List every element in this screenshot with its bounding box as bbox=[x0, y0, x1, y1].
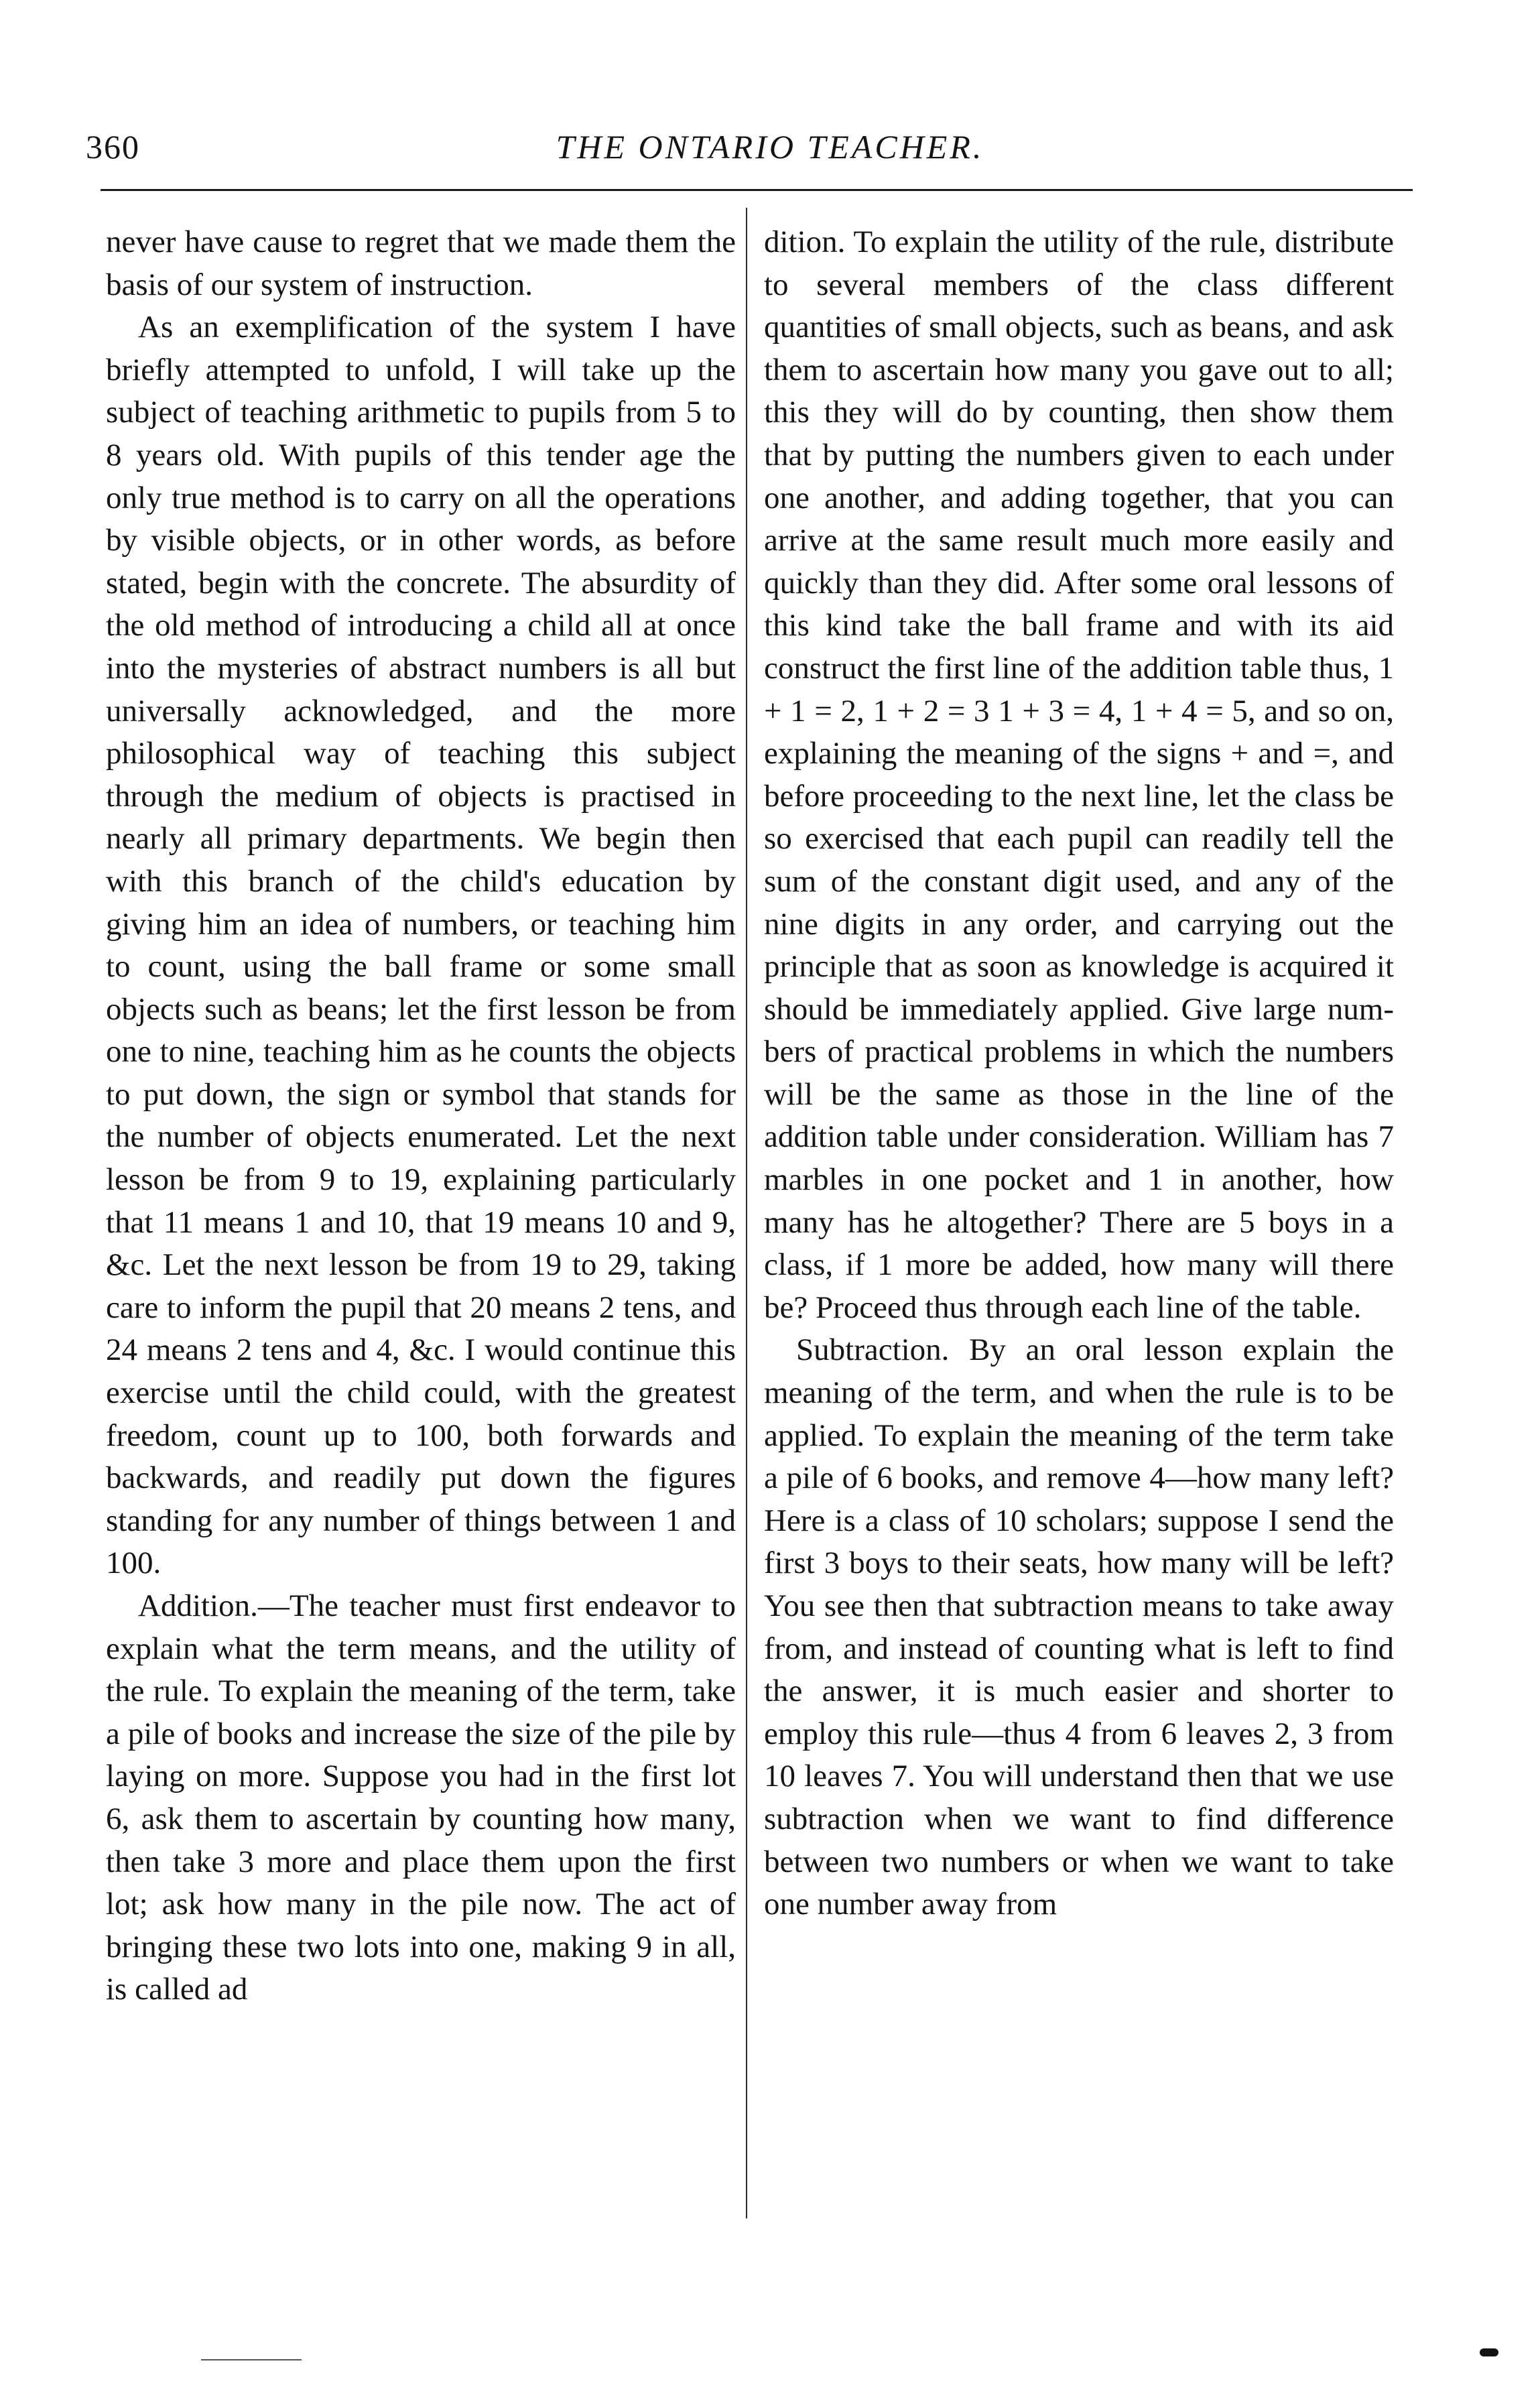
paragraph-subtraction: Subtraction. By an oral lesson explain the meaning of the term, and when the rule is to be applied. To explain the meaning of the term take a pile of 6 books, and remove 4—how many left? Here is a class of 10 scholars; suppose I send the first 3 boys to their seats, how many will be left? You see then that subtraction means to take away from, and instead of counting what is left to find the answer, it is much easier and shorter to employ this rule—thus 4 from 6 leaves 2, 3 from 10 leaves 7. You will understand then that we use subtraction when we want to find difference between two numbers or when we want to take one number away from bbox=[764, 1332, 1394, 1922]
paragraph-arithmetic-system: As an exemplification of the system I have briefly attempted to unfold, I will take up the subject of teaching arithmetic to pupils from 5 to 8 years old. With pupils of this tender age the only true method is to carry on all the operations by visible objects, or in other words, as before stated, begin with the concrete. The absurdity of the old method of introducing a child all at once into the mysteries of abstract numbers is all but universally acknowledged, and the more philosophical way of teaching this subject through the medium of objects is practised in nearly all primary departments. We begin then with this branch of the child's education by giving him an idea of numbers, or teaching him to count, using the ball frame or some small objects such as beans; let the first lesson be from one to nine, teaching him as he counts the objects to put down, the sign or symbol that stands for the number of objects enumerated. Let the next lesson be from 9 to 19, explaining particularly that 11 means 1 and 10, that 19 means 10 and 9, &c. Let the next lesson be from 19 to 29, taking care to inform the pupil that 20 means 2 tens, and 24 means 2 tens and 4, &c. I would continue this exercise until the child could, with the greatest freedom, count up to 100, both forwards and backwards, and readily put down the figures standing for any number of things between 1 and 100. bbox=[106, 310, 736, 1581]
right-column bbox=[764, 221, 1394, 1926]
paragraph-addition-continued: dition. To explain the utility of the rule, distribute to several members of the class different quantities of small objects, such as beans, and ask them to ascertain how many you gave out to all; this they will do by counting, then show them that by putting the numbers given to each under one another, and adding together, that you can arrive at the same result much more easily and quickly than they did. After some oral lessons of this kind take the ball frame and with its aid construct the first line of the addition table thus, 1 + 1 = 2, 1 + 2 = 3 1 + 3 = 4, 1 + 4 = 5, and so on, explaining the meaning of the signs + and =, and before proceeding to the next line, let the class be so exercised that each pupil can readily tell the sum of the constant digit used, and any of the nine digits in any order, and carrying out the principle that as soon as knowledge is acquired it should be immediately applied. Give large numbers of practical problems in which the numbers will be the same as those in the line of the addition table under consideration. William has 7 marbles in one pocket and 1 in another, how many has he altogether? There are 5 boys in a class, if 1 more be added, how many will there be? Proceed thus through each line of the table. bbox=[764, 225, 1394, 1325]
page-number: 360 bbox=[86, 128, 140, 166]
paragraph-addition: Addition.—The teacher must first endeavor to explain what the term means, and the utility of the rule. To explain the meaning of the term, take a pile of books and increase the size of the pile by laying on more. Suppose you had in the first lot 6, ask them to ascertain by counting how many, then take 3 more and place them upon the first lot; ask how many in the pile now. The act of bringing these two lots into one, making 9 in all, is called ad bbox=[106, 1588, 736, 2007]
bottom-print-mark bbox=[201, 2359, 302, 2360]
header-rule bbox=[101, 189, 1413, 191]
running-title: THE ONTARIO TEACHER. bbox=[556, 128, 984, 166]
paragraph-continued: never have cause to regret that we made them the basis of our system of instruction. bbox=[106, 225, 736, 302]
column-divider bbox=[746, 208, 747, 2218]
corner-print-mark bbox=[1480, 2348, 1498, 2356]
left-column bbox=[106, 221, 736, 2011]
